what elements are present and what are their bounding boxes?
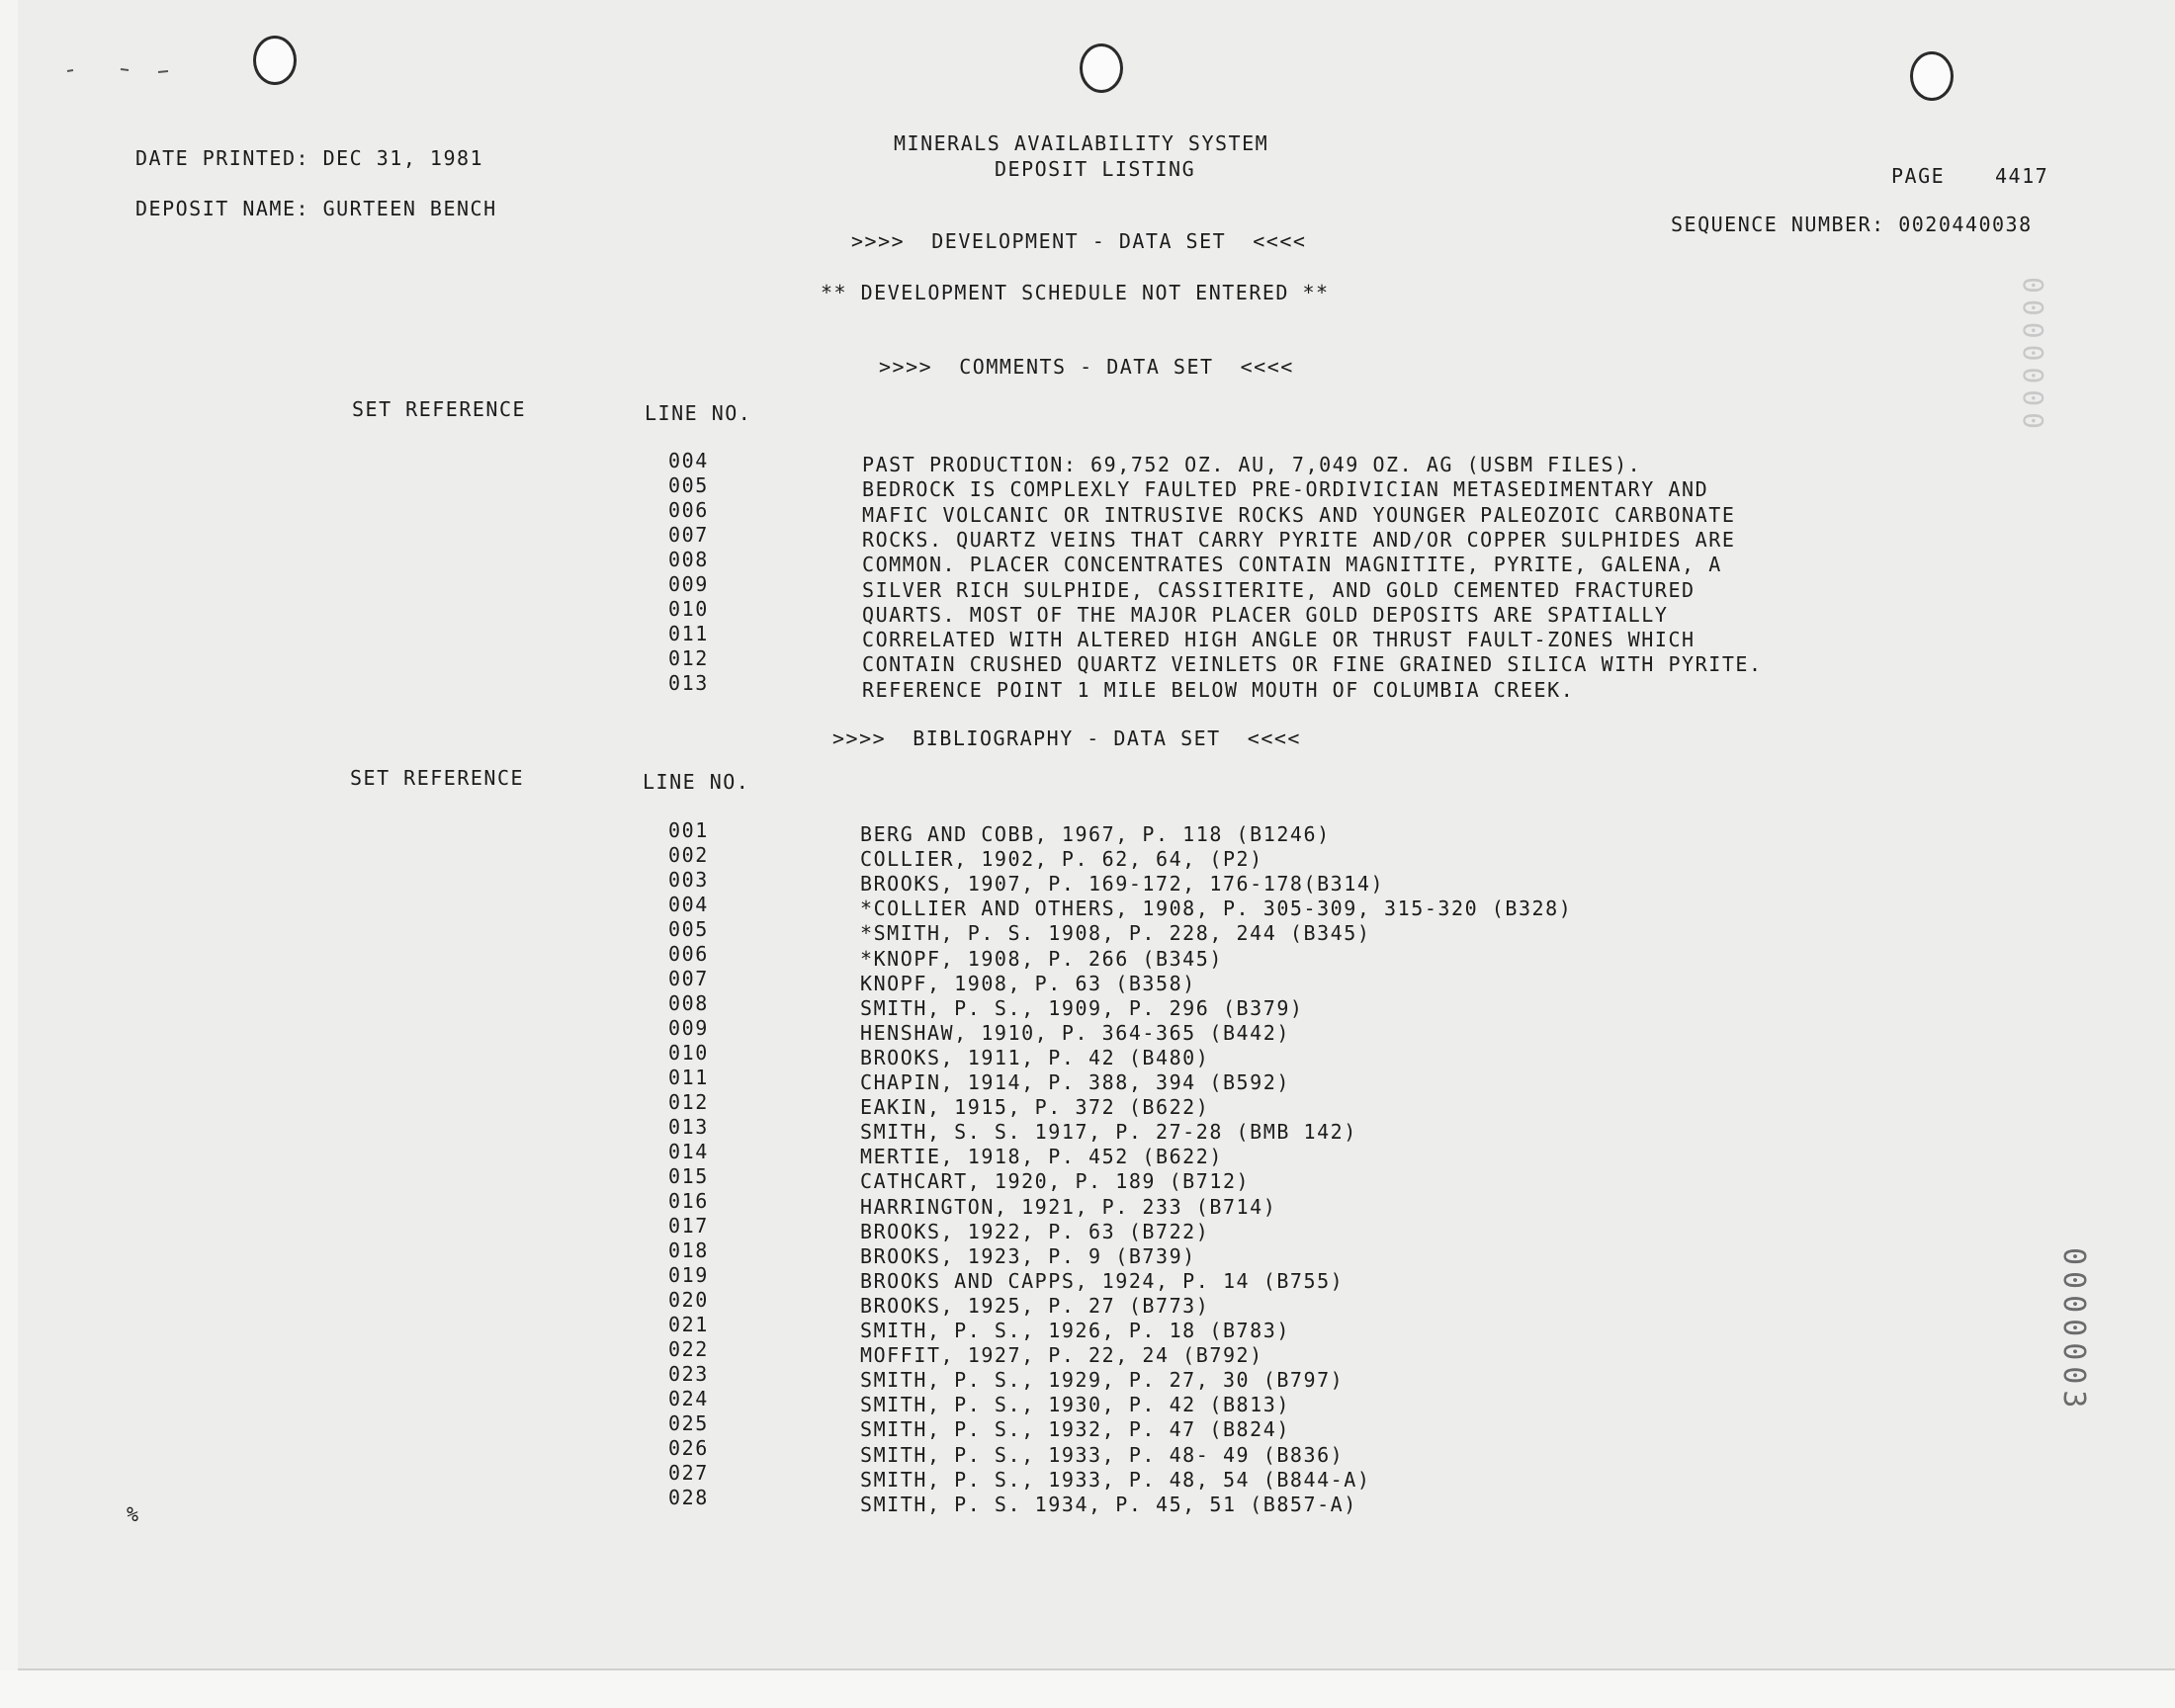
line-text: PAST PRODUCTION: 69,752 OZ. AU, 7,049 OZ. AG (USBM FILES).: [862, 453, 1642, 476]
scan-margin: [0, 1670, 2175, 1708]
line-number: 011: [668, 622, 709, 645]
line-number: 014: [668, 1140, 709, 1163]
line-text: HENSHAW, 1910, P. 364-365 (B442): [860, 1021, 1290, 1045]
line-text: CATHCART, 1920, P. 189 (B712): [860, 1169, 1251, 1193]
listing-title: DEPOSIT LISTING: [995, 157, 1196, 181]
punch-hole: [253, 36, 297, 85]
line-number: 005: [668, 473, 709, 497]
line-number: 007: [668, 523, 709, 547]
line-text: MAFIC VOLCANIC OR INTRUSIVE ROCKS AND YOUNGER PALEOZOIC CARBONATE: [862, 503, 1736, 527]
line-no-header: LINE NO.: [643, 770, 750, 794]
line-text: BROOKS, 1907, P. 169-172, 176-178(B314): [860, 872, 1385, 896]
line-number: 016: [668, 1189, 709, 1213]
line-text: CHAPIN, 1914, P. 388, 394 (B592): [860, 1070, 1290, 1094]
line-number: 001: [668, 818, 709, 842]
line-number: 022: [668, 1337, 709, 1361]
line-number: 027: [668, 1461, 709, 1485]
date-printed: DATE PRINTED: DEC 31, 1981: [135, 146, 484, 170]
line-number: 004: [668, 449, 709, 472]
scan-speck: [59, 65, 178, 77]
line-text: SMITH, P. S., 1926, P. 18 (B783): [860, 1319, 1290, 1342]
line-text: MOFFIT, 1927, P. 22, 24 (B792): [860, 1343, 1263, 1367]
line-text: KNOPF, 1908, P. 63 (B358): [860, 972, 1196, 995]
line-number: 021: [668, 1313, 709, 1336]
line-number: 020: [668, 1288, 709, 1312]
punch-hole: [1910, 51, 1954, 101]
line-number: 013: [668, 1115, 709, 1139]
line-text: SMITH, S. S. 1917, P. 27-28 (BMB 142): [860, 1120, 1357, 1144]
line-number: 025: [668, 1411, 709, 1435]
line-text: MERTIE, 1918, P. 452 (B622): [860, 1145, 1223, 1168]
line-number: 012: [668, 1090, 709, 1114]
line-number: 024: [668, 1387, 709, 1410]
set-reference-header: SET REFERENCE: [350, 766, 525, 790]
bibliography-section-title: >>>> BIBLIOGRAPHY - DATA SET <<<<: [832, 726, 1301, 750]
development-note: ** DEVELOPMENT SCHEDULE NOT ENTERED **: [821, 281, 1330, 304]
line-text: SILVER RICH SULPHIDE, CASSITERITE, AND GOLD CEMENTED FRACTURED: [862, 578, 1696, 602]
line-text: EAKIN, 1915, P. 372 (B622): [860, 1095, 1210, 1119]
line-no-header: LINE NO.: [645, 401, 752, 425]
sequence-number: SEQUENCE NUMBER: 0020440038: [1671, 213, 2033, 236]
line-text: SMITH, P. S., 1929, P. 27, 30 (B797): [860, 1368, 1345, 1392]
line-number: 019: [668, 1263, 709, 1287]
line-text: BROOKS, 1922, P. 63 (B722): [860, 1220, 1210, 1243]
line-number: 003: [668, 868, 709, 892]
line-text: HARRINGTON, 1921, P. 233 (B714): [860, 1195, 1277, 1219]
line-text: QUARTS. MOST OF THE MAJOR PLACER GOLD DEPOSITS ARE SPATIALLY: [862, 603, 1669, 627]
line-text: CONTAIN CRUSHED QUARTZ VEINLETS OR FINE GRAINED SILICA WITH PYRITE.: [862, 652, 1763, 676]
line-number: 009: [668, 1016, 709, 1040]
development-section-title: >>>> DEVELOPMENT - DATA SET <<<<: [851, 229, 1307, 253]
line-text: ROCKS. QUARTZ VEINS THAT CARRY PYRITE AND/OR COPPER SULPHIDES ARE: [862, 528, 1736, 552]
line-number: 009: [668, 572, 709, 596]
line-number: 026: [668, 1436, 709, 1460]
line-number: 023: [668, 1362, 709, 1386]
line-number: 012: [668, 646, 709, 670]
punch-hole: [1080, 43, 1123, 93]
line-text: *COLLIER AND OTHERS, 1908, P. 305-309, 315-320 (B328): [860, 897, 1573, 920]
line-number: 002: [668, 843, 709, 867]
film-frame-mark: 0000000: [2017, 277, 2049, 436]
line-text: BERG AND COBB, 1967, P. 118 (B1246): [860, 822, 1331, 846]
line-text: BROOKS, 1925, P. 27 (B773): [860, 1294, 1210, 1318]
line-text: SMITH, P. S., 1933, P. 48- 49 (B836): [860, 1443, 1345, 1467]
film-frame-mark: 0000003: [2056, 1247, 2091, 1414]
line-number: 006: [668, 942, 709, 966]
line-number: 011: [668, 1066, 709, 1089]
line-text: SMITH, P. S., 1930, P. 42 (B813): [860, 1393, 1290, 1416]
line-number: 018: [668, 1238, 709, 1262]
comments-section-title: >>>> COMMENTS - DATA SET <<<<: [879, 355, 1294, 379]
line-number: 017: [668, 1214, 709, 1238]
line-text: CORRELATED WITH ALTERED HIGH ANGLE OR THRUST FAULT-ZONES WHICH: [862, 628, 1696, 651]
line-text: BEDROCK IS COMPLEXLY FAULTED PRE-ORDIVICIAN METASEDIMENTARY AND: [862, 477, 1709, 501]
line-text: BROOKS AND CAPPS, 1924, P. 14 (B755): [860, 1269, 1345, 1293]
deposit-name: DEPOSIT NAME: GURTEEN BENCH: [135, 197, 497, 220]
line-text: COMMON. PLACER CONCENTRATES CONTAIN MAGNITITE, PYRITE, GALENA, A: [862, 553, 1722, 576]
line-number: 007: [668, 967, 709, 990]
line-text: BROOKS, 1911, P. 42 (B480): [860, 1046, 1210, 1069]
system-title: MINERALS AVAILABILITY SYSTEM: [894, 131, 1269, 155]
line-text: SMITH, P. S., 1932, P. 47 (B824): [860, 1417, 1290, 1441]
line-text: SMITH, P. S. 1934, P. 45, 51 (B857-A): [860, 1493, 1357, 1516]
line-number: 005: [668, 917, 709, 941]
line-number: 013: [668, 671, 709, 695]
line-text: SMITH, P. S., 1909, P. 296 (B379): [860, 996, 1304, 1020]
line-text: REFERENCE POINT 1 MILE BELOW MOUTH OF COLUMBIA CREEK.: [862, 678, 1575, 702]
set-reference-header: SET REFERENCE: [352, 397, 527, 421]
line-number: 008: [668, 548, 709, 571]
line-number: 008: [668, 991, 709, 1015]
line-text: SMITH, P. S., 1933, P. 48, 54 (B844-A): [860, 1468, 1371, 1492]
page-label: PAGE: [1891, 164, 1946, 188]
page-number: 4417: [1995, 164, 2049, 188]
line-number: 015: [668, 1164, 709, 1188]
line-number: 004: [668, 893, 709, 916]
line-text: *SMITH, P. S. 1908, P. 228, 244 (B345): [860, 921, 1371, 945]
line-number: 010: [668, 1041, 709, 1065]
line-text: BROOKS, 1923, P. 9 (B739): [860, 1244, 1196, 1268]
line-text: *KNOPF, 1908, P. 266 (B345): [860, 947, 1223, 971]
line-text: COLLIER, 1902, P. 62, 64, (P2): [860, 847, 1263, 871]
line-number: 028: [668, 1486, 709, 1509]
line-number: 006: [668, 498, 709, 522]
line-number: 010: [668, 597, 709, 621]
footer-mark: %: [127, 1502, 140, 1526]
